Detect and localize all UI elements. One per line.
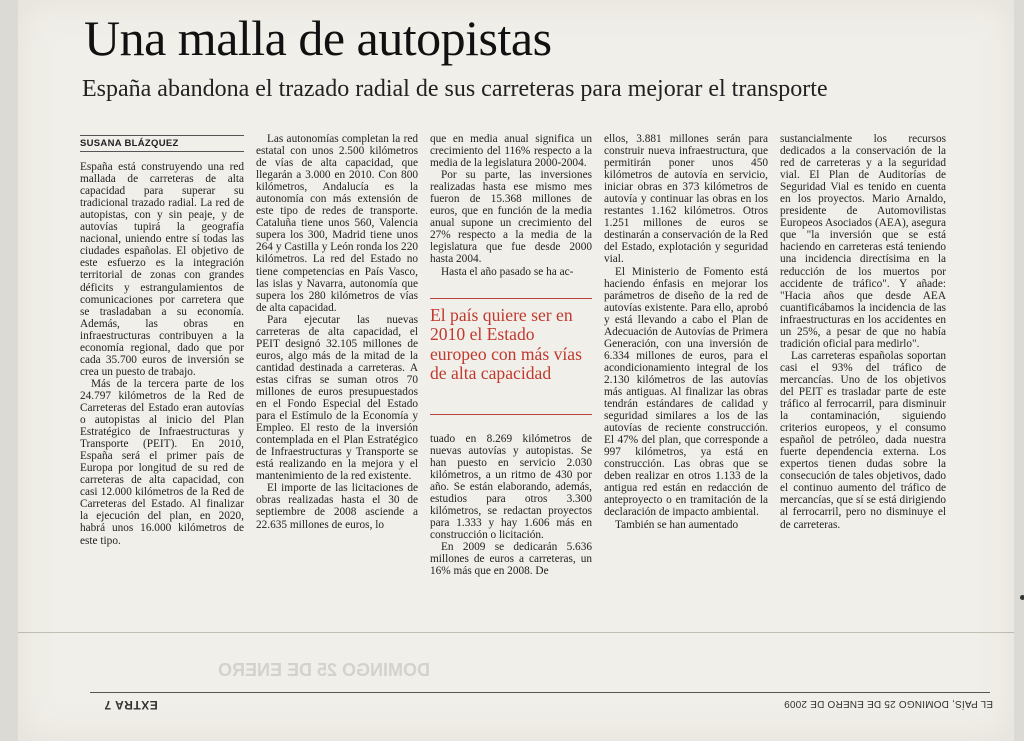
byline: SUSANA BLÁZQUEZ [80,135,244,152]
dateline: EL PAÍS, DOMINGO 25 DE ENERO DE 2009 [784,698,993,709]
column-1 [80,133,244,593]
column-2 [256,133,418,593]
paragraph: El Ministerio de Fomento está haciendo énfasis en mejorar los parámetros de diseño de la red de autovías existente. Para ello, aprobó y está llevando a cabo el Plan de Adecuación de Autovías de Primera Generación, con una inversión de 6.334 millones de euros, para el acondicionamiento integral de los 2.130 kilómetros de las autovías más antiguas. Al finalizar las obras tendrán estándares de calidad y seguridad similares a los de las autovías de reciente construcción. El 47% del plan, que corresponde a 997 kilómetros, ya está en construcción. Las obras que se deben realizar en otros 1.133 de la antigua red están en redacción de anteproyecto o en tramitación de la declaración de impacto ambiental. [604,265,768,519]
paragraph: ellos, 3.881 millones serán para construir nueva infraestructura, que permitirán poner unos 450 kilómetros de autovía en servicio, iniciar obras en 373 kilómetros de autovía y continuar las obras en los restantes 1.162 kilómetros. Otros 1.251 millones de euros se destinarán a conservación de la Red del Estado, explotación y seguridad vial. [604,133,768,266]
pull-quote: El país quiere ser en 2010 el Estado europeo con más vías de alta capacidad [430,298,592,392]
column-5 [780,133,946,593]
paragraph: En 2009 se dedicarán 5.636 millones de euros a carreteras, un 16% más que en 2008. De [430,540,592,578]
margin-dot [1020,595,1024,600]
paragraph: sustancialmente los recursos dedicados a la conservación de la red de carreteras y a la seguridad vial. El Plan de Auditorías de Seguridad Vial es tenido en cuenta en los proyectos. Mario Arnaldo, presidente de Automovilistas Europeos Asociados (AEA), asegura que "la inversión que se está haciendo en carreteras está teniendo una incidencia directísima en la reducción de los muertos por accidente de tráfico". Y añade: "Hacia años que desde AEA cuantificábamos la incidencia de las infraestructuras en los accidentes en un 25%, a pesar de que no había tradición oficial para medirlo". [780,133,946,350]
page-fold [18,632,1014,633]
headline: Una malla de autopistas [84,10,552,66]
subhead: España abandona el trazado radial de sus carreteras para mejorar el transporte [82,76,828,102]
paragraph: Para ejecutar las nuevas carreteras de alta capacidad, el PEIT designó 32.105 millones de euros, algo más de la mitad de la cantidad destinada a carreteras. A estas cifras se suman otros 70 millones de euros presupuestados en el Fondo Especial del Estado para el Estímulo de la Economía y Empleo. El resto de la inversión contemplada en el Plan Estratégico de Infraestructuras y Transporte se está realizando en la mejora y el mantenimiento de la red existente. [256,313,418,483]
paragraph: También se han aumentado [615,518,739,531]
paragraph: que en media anual significa un crecimiento del 116% respecto a la media de la legislatura 2000-2004. [430,133,592,170]
paragraph: Hasta el año pasado se ha ac- [441,265,574,278]
paragraph: Las carreteras españolas soportan casi el 93% del tráfico de mercancías. Uno de los objetivos del PEIT es trasladar parte de este tráfico al ferrocarril, para disminuir la contaminación, siguiendo criterios europeos, y el consumo español de petróleo, dada nuestra fuerte dependencia externa. Los expertos tienen dudas sobre la consecución de tales objetivos, dado el continuo aumento del tráfico de mercancías, que sí se está dirigiendo al ferrocarril, pero no disminuye el de carreteras. [780,349,946,531]
paragraph: Las autonomías completan la red estatal con unos 2.500 kilómetros de vías de alta capacidad, que llegarán a 3.000 en 2010. Con 800 kilómetros, Andalucía es la autonomía con más extensión de este tipo de redes de transporte. Cataluña tiene unos 560, Valencia supera los 300, Madrid tiene unos 264 y Castilla y León ronda los 220 kilómetros. La red del Estado no tiene competencias en País Vasco, las islas y Navarra, autonomía que supera los 280 kilómetros de vías de alta capacidad. [256,133,418,314]
show-through-text: DOMINGO 25 DE ENERO [218,660,431,680]
newspaper-page [18,0,1014,741]
column-4 [604,133,768,593]
footer-rule [90,692,990,693]
paragraph: España está construyendo una red mallada de carreteras de alta capacidad para superar su tradicional trazado radial. La red de autopistas, con y sin peaje, y de autovías tupirá la geografía nacional, uniendo entre sí todas las ciudades españolas. El objetivo de este esfuerzo es la integración territorial de zonas con grandes déficits y estrangulamientos de comunicaciones por carretera que se trasladaban a su economía. Además, las obras en infraestructuras contribuyen a la economía regional, dado que por cada 35.700 euros de inversión se crea un puesto de trabajo. [80,161,244,378]
paragraph: El importe de las licitaciones de obras realizadas hasta el 30 de septiembre de 2008 asciende a 22.635 millones de euros, lo [256,482,418,531]
pull-quote-rule [430,414,592,415]
column-3 [430,133,592,593]
paragraph: Más de la tercera parte de los 24.797 kilómetros de la Red de Carreteras del Estado eran autovías o autopistas al inicio del Plan Estratégico de Infraestructuras y Transporte (PEIT). En 2010, España será el primer país de Europa por longitud de su red de carreteras de alta capacidad, con casi 12.000 kilómetros de la Red de Carreteras del Estado. Al finalizar la ejecución del plan, en 2020, habrá unos 16.000 kilómetros de este tipo. [80,377,244,547]
paragraph: Por su parte, las inversiones realizadas hasta ese mismo mes fueron de 15.368 millones de euros, que en función de la media anual supone un crecimiento del 27% respecto a la media de la legislatura que fue desde 2000 hasta 2004. [430,169,592,266]
paragraph: tuado en 8.269 kilómetros de nuevas autovías y autopistas. Se han puesto en servicio 2.030 kilómetros, a un ritmo de 430 por año. Se están elaborando, además, estudios para otros 3.300 kilómetros, se redactan proyectos para 1.333 y hay 1.606 más en construcción o licitación. [430,432,592,541]
page-folio: EXTRA 7 [104,698,158,712]
